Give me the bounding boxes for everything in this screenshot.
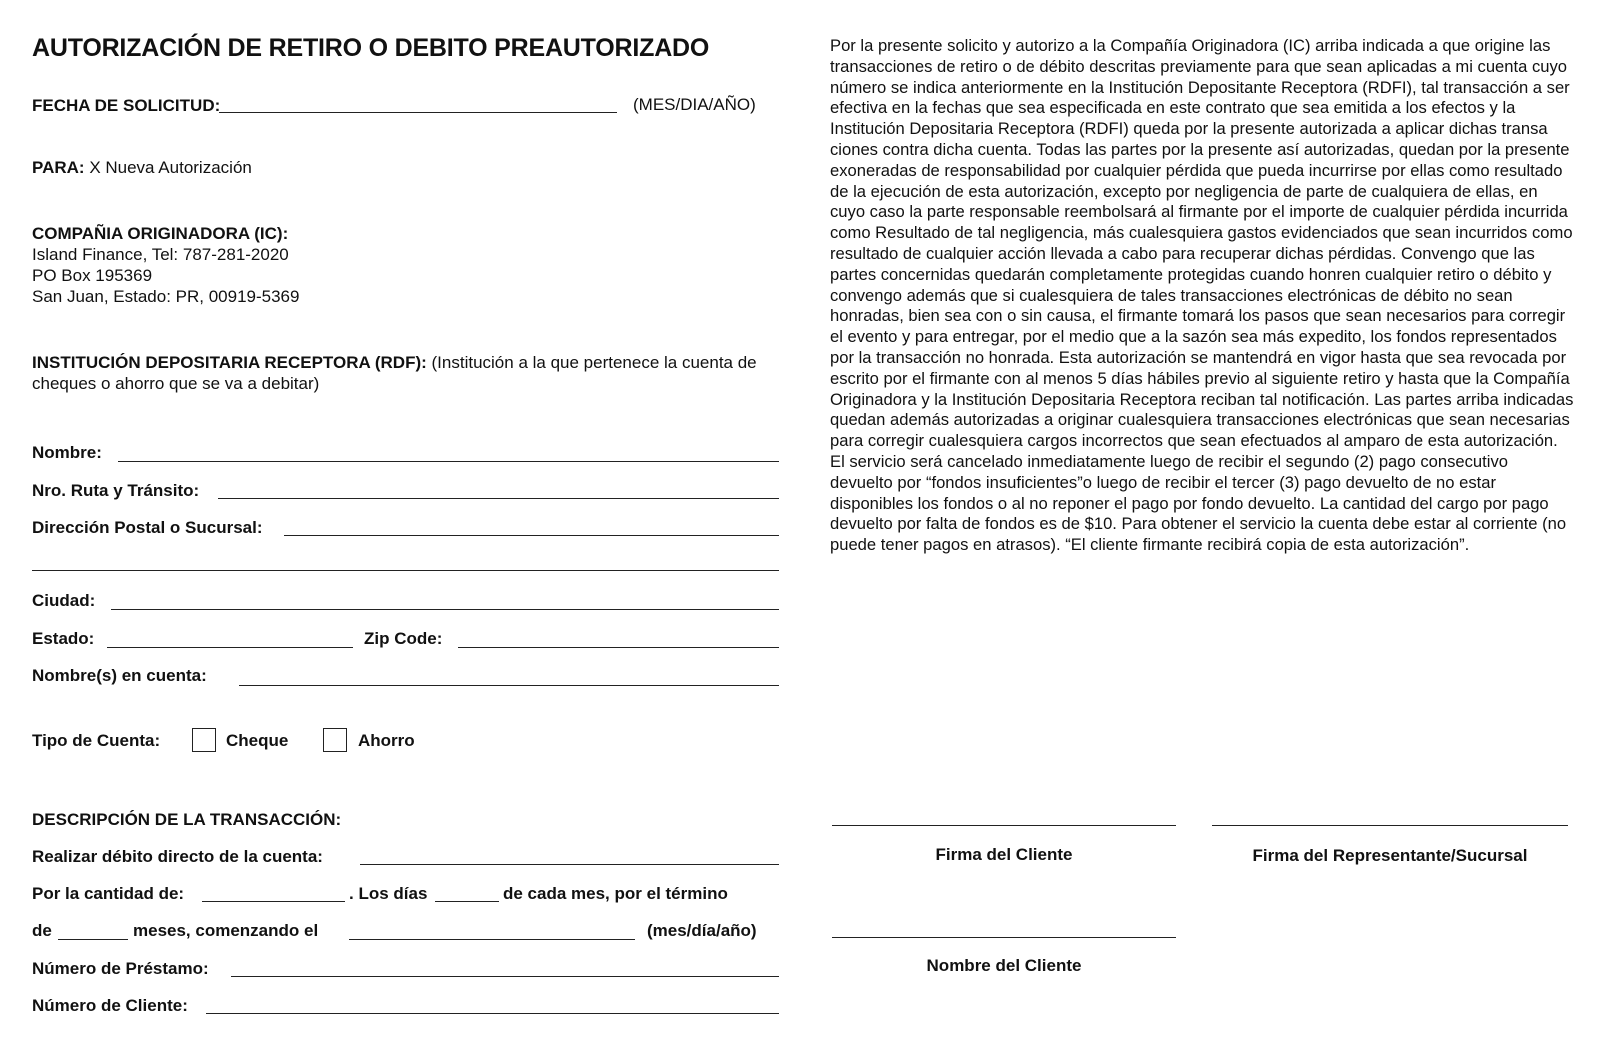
ciudad-label: Ciudad:: [32, 591, 96, 610]
firma-cliente-label: Firma del Cliente: [935, 845, 1073, 864]
cliente-num-label: Número de Cliente:: [32, 996, 188, 1015]
nombre-field[interactable]: [118, 461, 779, 462]
ic-line-3: San Juan, Estado: PR, 00919-5369: [32, 287, 300, 306]
prestamo-label: Número de Préstamo:: [32, 959, 209, 978]
nombre-label: Nombre:: [32, 443, 102, 462]
para-value: X Nueva Autorización: [89, 158, 252, 177]
fecha-label: FECHA DE SOLICITUD:: [32, 96, 221, 115]
cantidad-label: Por la cantidad de:: [32, 884, 185, 903]
ahorro-label: Ahorro: [358, 731, 415, 750]
nombre-cliente-label: Nombre del Cliente: [926, 956, 1082, 975]
rdf-label: INSTITUCIÓN DEPOSITARIA RECEPTORA (RDF):: [32, 353, 427, 372]
mesdia-hint: (mes/día/año): [647, 921, 757, 940]
ciudad-field[interactable]: [111, 609, 779, 610]
dias-field[interactable]: [435, 901, 499, 902]
nombres-cuenta-field[interactable]: [239, 685, 779, 686]
estado-field[interactable]: [107, 647, 353, 648]
para-label: PARA:: [32, 158, 85, 177]
fecha-inicio-field[interactable]: [349, 939, 635, 940]
cantidad-field[interactable]: [202, 901, 345, 902]
nombre-cliente-line[interactable]: [832, 937, 1176, 938]
rdf-note: (Institución a la que pertenece la cuenta de cheques o ahorro que se va a debitar): [32, 353, 757, 393]
legal-text: Por la presente solicito y autorizo a la Compañía Originadora (IC) arriba indicada a que origine las transacciones de retiro o de débito descritas previamente para que sean aplicadas a mi cuenta cuyo número se indica anteriormente en la Institución Depositante Receptora (RDFI), tal transacción a ser efectiva en la fechas que sea especificada en este contrato que sea emitida a los efectos y la Institución Depositaria Receptora (RDFI) queda por la presente autorizada a aplicar dichas transa ciones contra dicha cuenta. Todas las partes por la presente así autorizadas, quedan por la presente exoneradas de responsabilidad por cualquier pérdida que pueda incurrirse por ellas como resultado de la ejecución de esta autorización, excepto por negligencia de parte de cualquiera de ellas, en cuyo caso la parte responsable reembolsará al firmante por el importe de cualquier pérdida incurrida como Resultado de tal negligencia, más cualesquiera gastos evidenciados que sean incurridos como resultado de cualquier acción llevada a cabo para recuperar dichas pérdidas. Convengo que las partes concernidas quedarán completamente protegidas cuando honren cualquier retiro o débito y convengo además que si cualesquiera de tales transacciones electrónicas de débito no sean honradas, bien sea con o sin causa, el firmante tomará los pasos que sean necesarios para corregir el evento y para entregar, por el medio que a la sazón sea más expedito, los fondos representados por la transacción no honrada. Esta autorización se mantendrá en vigor hasta que sea revocada por escrito por el firmante con al menos 5 días hábiles previo al siguiente retiro y hasta que la Compañía Originadora y la Institución Depositaria Receptora reciban tal notificación. Las partes arriba indicadas quedan además autorizadas a originar cualesquiera transacciones electrónicas que sean necesarias para corregir cualesquiera cargos incorrectos que sean efectuados al amparo de esta autorización. El servicio será cancelado inmediatamente luego de recibir el segundo (2) pago consecutivo devuelto por “fondos insuficientes”o luego de recibir el tercer (3) pago devuelto de no estar disponibles los fondos o al no reponer el pago por fondo devuelto. La cantidad del cargo por pago devuelto por falta de fondos es de $10. Para obtener el servicio la cuenta debe estar al corriente (no puede tener pagos en atrasos). “El cliente firmante recibirá copia de esta autorización”.: [830, 36, 1574, 555]
ruta-label: Nro. Ruta y Tránsito:: [32, 481, 200, 500]
rdf-block: [32, 352, 792, 394]
firma-representante-line[interactable]: [1212, 825, 1568, 826]
tipo-cuenta-label: Tipo de Cuenta:: [32, 731, 161, 750]
zip-label: Zip Code:: [364, 629, 443, 648]
direccion-label: Dirección Postal o Sucursal:: [32, 518, 263, 537]
para-row: [32, 158, 252, 178]
cheque-checkbox[interactable]: [192, 728, 216, 752]
de-label: de: [32, 921, 52, 940]
direccion-field[interactable]: [284, 535, 779, 536]
meses-label: meses, comenzando el: [133, 921, 319, 940]
form-title: AUTORIZACIÓN DE RETIRO O DEBITO PREAUTORIZADO: [32, 34, 710, 62]
direccion-field-line-2[interactable]: [32, 570, 779, 571]
cliente-num-field[interactable]: [206, 1013, 779, 1014]
meses-field[interactable]: [58, 939, 128, 940]
firma-cliente-line[interactable]: [832, 825, 1176, 826]
ic-line-1: Island Finance, Tel: 787-281-2020: [32, 245, 289, 264]
debito-label: Realizar débito directo de la cuenta:: [32, 847, 323, 866]
ruta-field[interactable]: [218, 498, 779, 499]
zip-field[interactable]: [458, 647, 779, 648]
fecha-field[interactable]: [219, 112, 617, 113]
firma-representante-label: Firma del Representante/Sucursal: [1252, 846, 1528, 865]
dias-label: . Los días: [349, 884, 428, 903]
fecha-format-hint: (MES/DIA/AÑO): [633, 95, 756, 114]
cheque-label: Cheque: [226, 731, 289, 750]
nombres-cuenta-label: Nombre(s) en cuenta:: [32, 666, 207, 685]
ic-line-2: PO Box 195369: [32, 266, 153, 285]
ic-block: [32, 223, 299, 307]
ahorro-checkbox[interactable]: [323, 728, 347, 752]
ic-label: COMPAÑIA ORIGINADORA (IC):: [32, 224, 289, 243]
descripcion-label: DESCRIPCIÓN DE LA TRANSACCIÓN:: [32, 810, 342, 829]
debito-cuenta-field[interactable]: [360, 864, 779, 865]
prestamo-field[interactable]: [231, 976, 779, 977]
cada-mes-label: de cada mes, por el término: [503, 884, 728, 903]
estado-label: Estado:: [32, 629, 95, 648]
